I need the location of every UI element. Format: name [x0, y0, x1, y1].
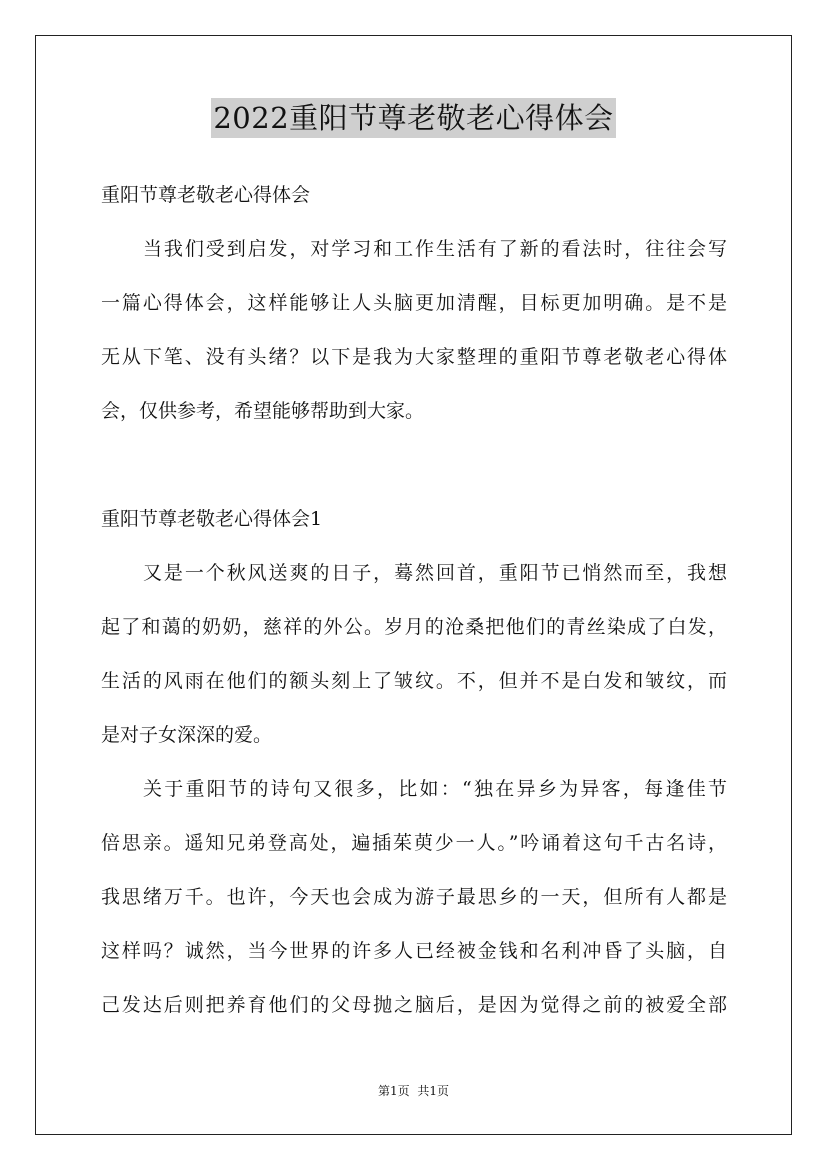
paragraph-line: 生活的风雨在他们的额头刻上了皱纹。不，但并不是白发和皱纹，而: [101, 670, 727, 692]
page-footer: [0, 1083, 827, 1099]
paragraph-line: 是对子女深深的爱。: [101, 724, 273, 746]
paragraph-line: 一篇心得体会，这样能够让人头脑更加清醒，目标更加明确。是不是: [101, 292, 727, 314]
document-title: 2022重阳节尊老敬老心得体会: [211, 98, 615, 138]
section-gap: [101, 438, 727, 492]
page-total: 共1页: [417, 1084, 449, 1098]
title-container: [0, 98, 827, 138]
document-body: [101, 168, 727, 1032]
paragraph-line: 关于重阳节的诗句又很多，比如：“独在异乡为异客，每逢佳节: [143, 778, 727, 800]
paragraph-line: 会，仅供参考，希望能够帮助到大家。: [101, 400, 425, 422]
intro-heading: 重阳节尊老敬老心得体会: [101, 184, 311, 206]
paragraph-line: 这样吗？诚然，当今世界的许多人已经被金钱和名利冲昏了头脑，自: [101, 940, 727, 962]
page-number: 第1页: [378, 1084, 410, 1098]
paragraph-line: 己发达后则把养育他们的父母抛之脑后，是因为觉得之前的被爱全部: [101, 994, 727, 1016]
paragraph-line: 无从下笔、没有头绪？以下是我为大家整理的重阳节尊老敬老心得体: [101, 346, 727, 368]
paragraph-line: 又是一个秋风送爽的日子，蓦然回首，重阳节已悄然而至，我想: [143, 562, 727, 584]
paragraph-line: 当我们受到启发，对学习和工作生活有了新的看法时，往往会写: [143, 238, 727, 260]
paragraph-line: 起了和蔼的奶奶，慈祥的外公。岁月的沧桑把他们的青丝染成了白发，: [101, 616, 727, 638]
paragraph-line: 倍思亲。遥知兄弟登高处，遍插茱萸少一人。”吟诵着这句千古名诗，: [101, 832, 727, 854]
section-heading: 重阳节尊老敬老心得体会1: [101, 508, 323, 530]
paragraph-line: 我思绪万千。也许，今天也会成为游子最思乡的一天，但所有人都是: [101, 886, 727, 908]
